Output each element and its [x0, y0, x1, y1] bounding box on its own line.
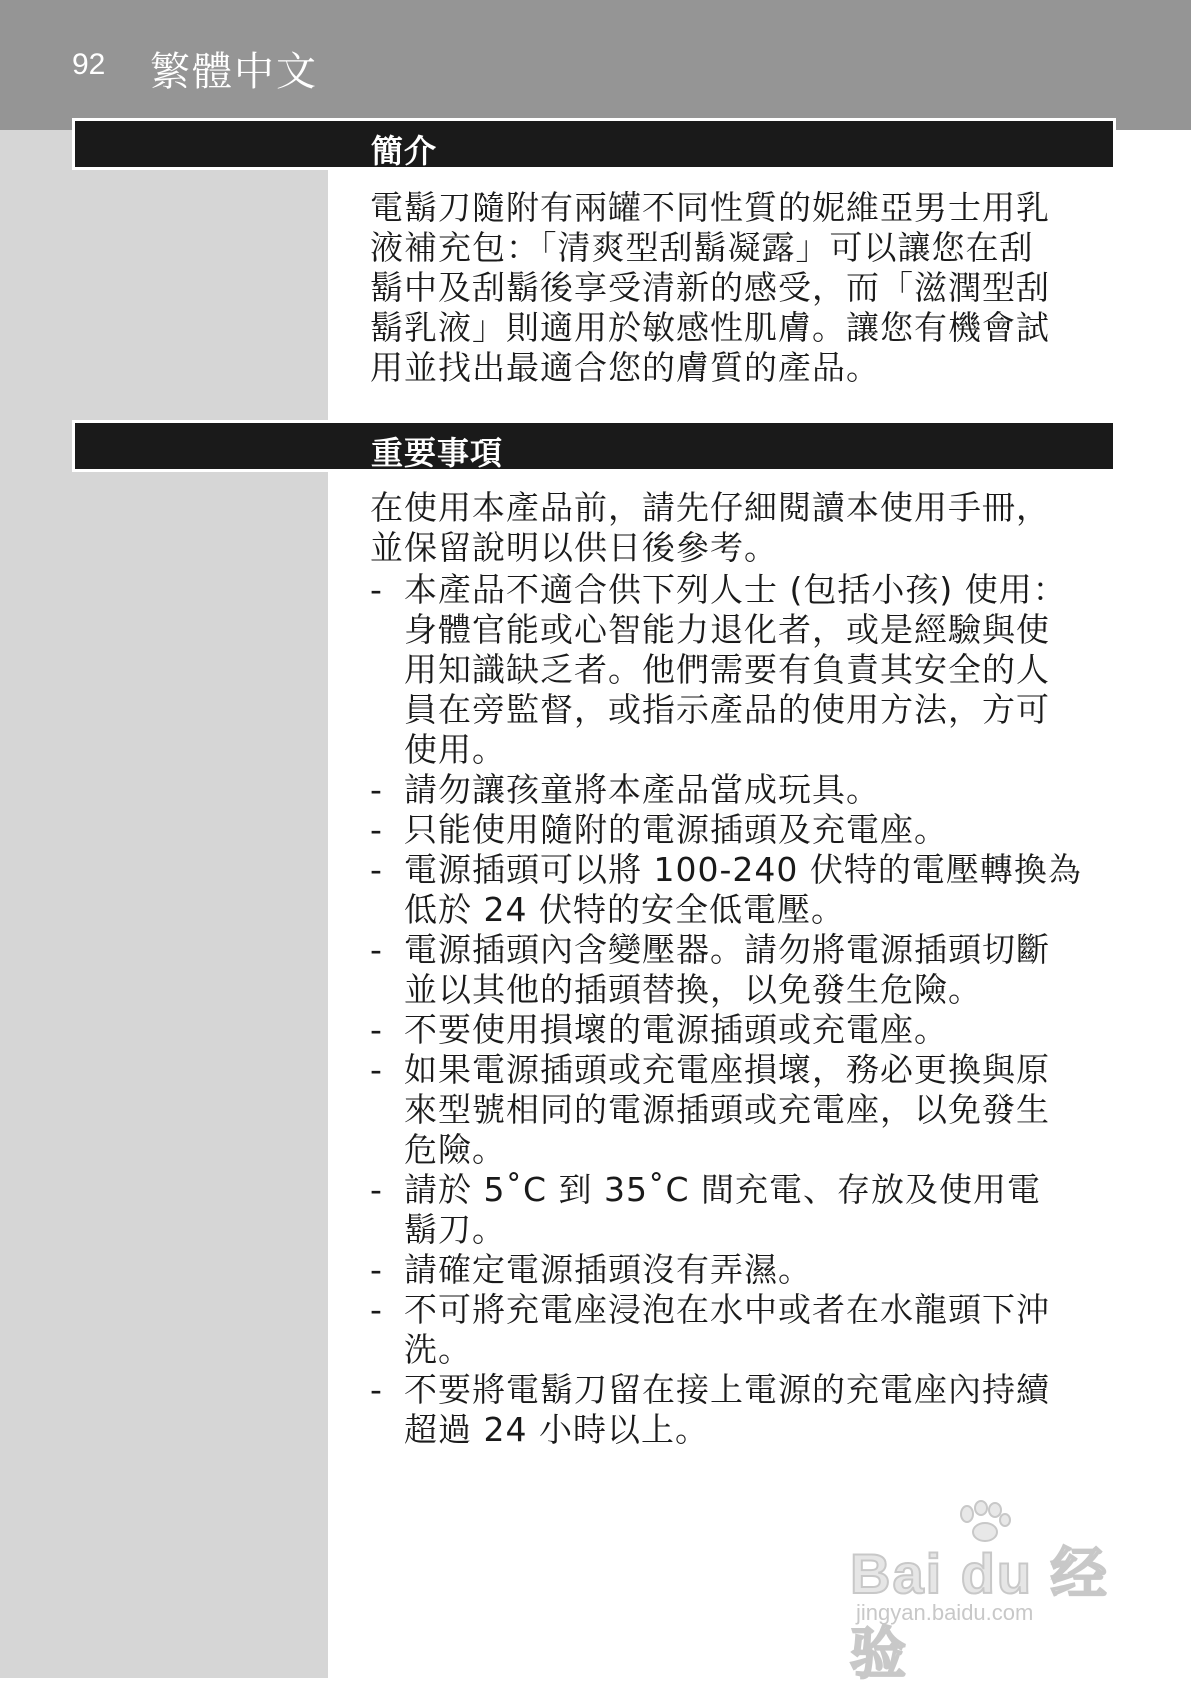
warning-item	[370, 570, 1100, 770]
page-header-bar	[0, 0, 1191, 130]
page-number: 92	[72, 48, 106, 81]
warning-item	[370, 770, 1100, 810]
warning-text-line: 鬍刀。	[404, 1210, 506, 1249]
warning-item	[370, 1370, 1100, 1450]
warning-text-line: 不可將充電座浸泡在水中或者在水龍頭下沖	[404, 1290, 1050, 1329]
lead-text-line: 並保留說明以供日後參考。	[370, 528, 778, 567]
warning-text-line: 低於 24 伏特的安全低電壓。	[404, 890, 845, 929]
warning-text-line: 電源插頭可以將 100-240 伏特的電壓轉換為	[404, 850, 1082, 889]
warning-text-line: 不要將電鬍刀留在接上電源的充電座內持續	[404, 1370, 1050, 1409]
warning-text-line: 如果電源插頭或充電座損壞，務必更換與原	[404, 1050, 1050, 1089]
warning-text-line: 身體官能或心智能力退化者，或是經驗與使	[404, 610, 1050, 649]
intro-text-line: 鬍中及刮鬍後享受清新的感受，而「滋潤型刮	[370, 268, 1050, 307]
intro-text-line: 液補充包：「清爽型刮鬍凝露」可以讓您在刮	[370, 228, 1034, 267]
warning-list	[370, 570, 1100, 1450]
baidu-watermark	[850, 1500, 1130, 1685]
bullet-dash: -	[370, 1290, 383, 1329]
warning-text-line: 危險。	[404, 1130, 506, 1169]
section-title-intro: 簡介	[371, 132, 438, 170]
bullet-dash: -	[370, 1370, 383, 1409]
watermark-url: jingyan.baidu.com	[856, 1600, 1034, 1625]
warning-item	[370, 1050, 1100, 1170]
bullet-dash: -	[370, 1170, 383, 1209]
warning-text-line: 請於 5˚C 到 35˚C 間充電、存放及使用電	[404, 1170, 1042, 1209]
bullet-dash: -	[370, 930, 383, 969]
warning-text-line: 不要使用損壞的電源插頭或充電座。	[404, 1010, 948, 1049]
warning-item	[370, 1290, 1100, 1370]
left-margin-column	[0, 130, 328, 1678]
bullet-dash: -	[370, 1250, 383, 1289]
warning-text-line: 本產品不適合供下列人士 (包括小孩) 使用：	[404, 570, 1067, 609]
warning-text-line: 只能使用隨附的電源插頭及充電座。	[404, 810, 948, 849]
warning-text-line: 請勿讓孩童將本產品當成玩具。	[404, 770, 880, 809]
warning-item	[370, 850, 1100, 930]
bullet-dash: -	[370, 810, 383, 849]
warning-text-line: 洗。	[404, 1330, 472, 1369]
warning-text-line: 電源插頭內含變壓器。請勿將電源插頭切斷	[404, 930, 1050, 969]
intro-text-line: 鬍乳液」則適用於敏感性肌膚。讓您有機會試	[370, 308, 1050, 347]
warning-text-line: 並以其他的插頭替換，以免發生危險。	[404, 970, 982, 1009]
warning-text-line: 超過 24 小時以上。	[404, 1410, 709, 1449]
intro-paragraph	[370, 188, 1100, 388]
warning-text-line: 用知識缺乏者。他們需要有負責其安全的人	[404, 650, 1050, 689]
lead-text-line: 在使用本產品前，請先仔細閱讀本使用手冊，	[370, 488, 1050, 527]
page-language-title: 繁體中文	[150, 49, 318, 95]
intro-text-line: 用並找出最適合您的膚質的產品。	[370, 348, 880, 387]
bullet-dash: -	[370, 850, 383, 889]
important-lead-paragraph	[370, 488, 1100, 568]
section-title-important: 重要事項	[371, 434, 504, 472]
bullet-dash: -	[370, 1050, 383, 1089]
warning-item	[370, 1170, 1100, 1250]
bullet-dash: -	[370, 770, 383, 809]
intro-text-line: 電鬍刀隨附有兩罐不同性質的妮維亞男士用乳	[370, 188, 1050, 227]
section-header-important	[72, 420, 1116, 472]
watermark-brand: Bai du 经验	[850, 1542, 1109, 1685]
warning-text-line: 來型號相同的電源插頭或充電座，以免發生	[404, 1090, 1050, 1129]
warning-text-line: 員在旁監督，或指示產品的使用方法，方可	[404, 690, 1050, 729]
bullet-dash: -	[370, 1010, 383, 1049]
bullet-dash: -	[370, 570, 383, 609]
warning-item	[370, 810, 1100, 850]
warning-text-line: 請確定電源插頭沒有弄濕。	[404, 1250, 812, 1289]
section-header-intro	[72, 118, 1116, 170]
warning-item	[370, 1250, 1100, 1290]
warning-item	[370, 1010, 1100, 1050]
warning-item	[370, 930, 1100, 1010]
warning-text-line: 使用。	[404, 730, 506, 769]
